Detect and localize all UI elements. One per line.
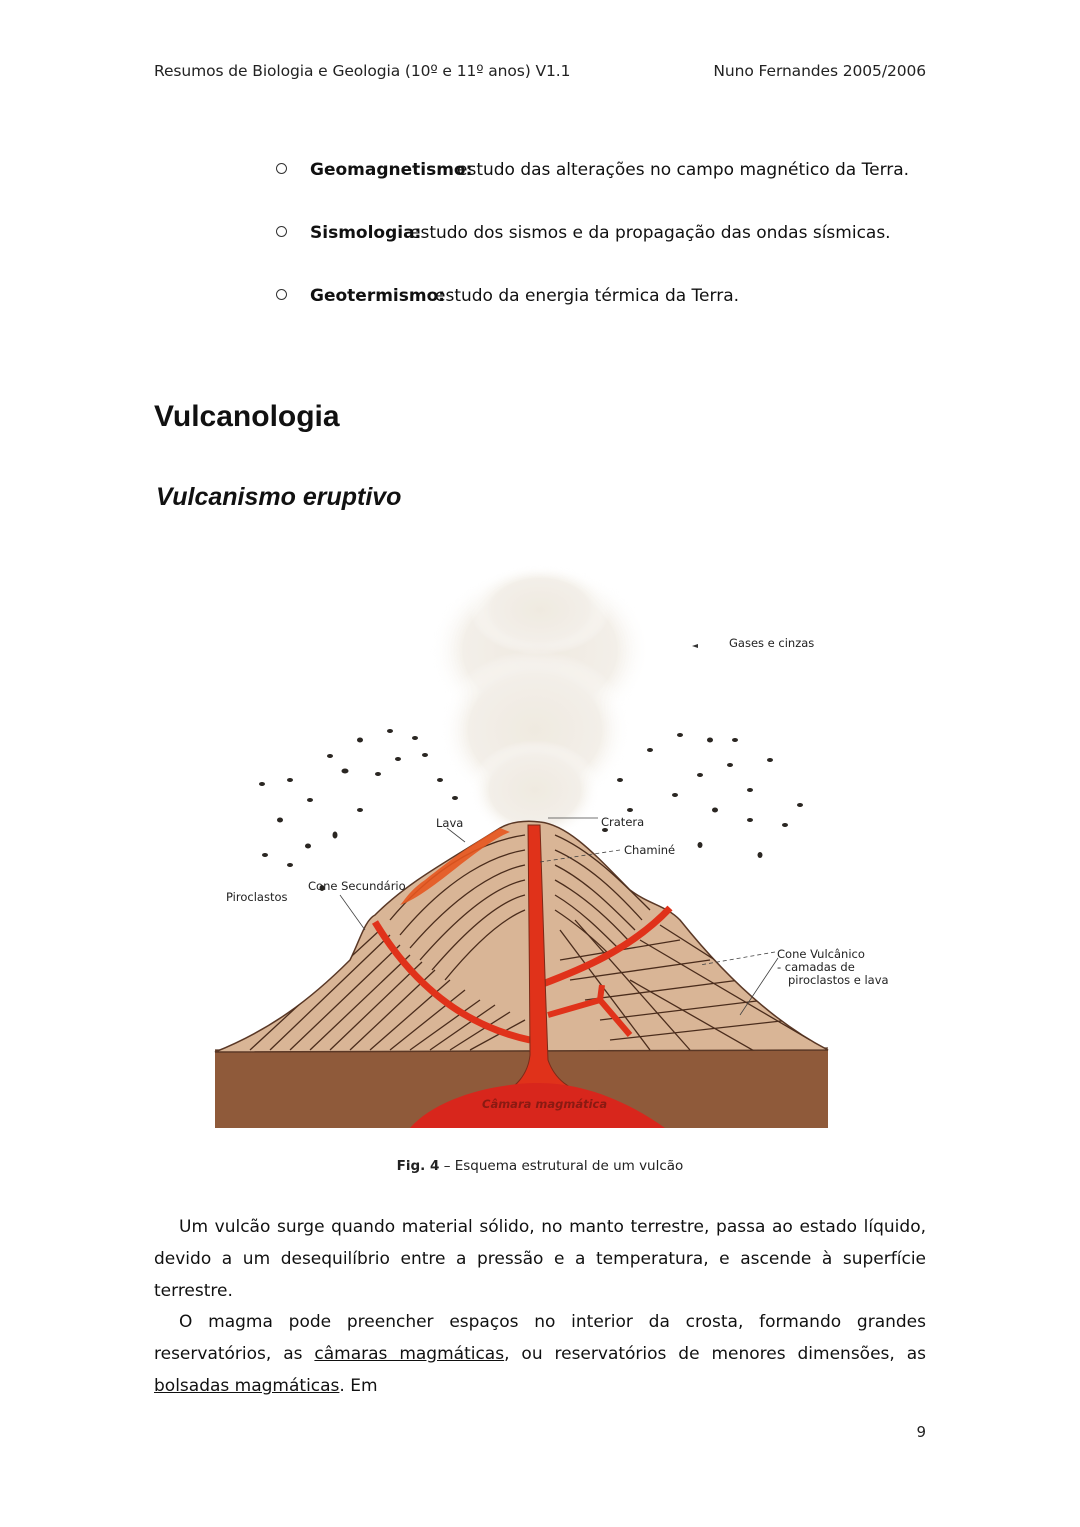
section-title: Vulcanologia [154,400,340,433]
list-description: estudo da energia térmica da Terra. [435,286,740,306]
label-piroclastos: Piroclastos [226,890,288,904]
list-term: Geomagnetismo: [310,160,473,180]
paragraph-1 [154,1211,926,1307]
label-cone-secundario: Cone Secundário [308,879,406,893]
figure-caption [0,1158,1080,1174]
label-chamine: Chaminé [624,843,676,857]
bullet-circle-icon [276,163,287,174]
label-cone-vulcanico: Cone Vulcânico [777,947,865,961]
paragraph-text: Um vulcão surge quando material sólido, no manto terrestre, passa ao estado líquido, devido a um desequilíbrio entre a pressão e a temperatura, e ascende à superfície terrestre. [154,1217,926,1301]
paragraph-text: . Em [339,1376,378,1396]
page-number: 9 [916,1423,926,1441]
running-header-title: Resumos de Biologia e Geologia (10º e 11º anos) V1.1 [154,62,571,80]
bullet-circle-icon [276,226,287,237]
label-cone-vulcanico-line3: piroclastos e lava [788,973,889,987]
list-term: Geotermismo: [310,286,446,306]
volcano-diagram [210,560,910,1140]
subsection-title: Vulcanismo eruptivo [156,483,402,511]
bullet-circle-icon [276,289,287,300]
list-term: Sismologia: [310,223,422,243]
term-bolsadas-magmaticas: bolsadas magmáticas [154,1376,340,1396]
smoke-plume [430,565,650,840]
list-description: estudo dos sismos e da propagação das ondas sísmicas. [410,223,891,243]
label-cone-vulcanico-line2: - camadas de [777,960,855,974]
label-lava: Lava [436,816,464,830]
label-camara-magmatica: Câmara magmática [482,1097,608,1111]
label-gases-cinzas: Gases e cinzas [729,636,815,650]
paragraph-2 [154,1306,926,1402]
term-camaras-magmaticas: câmaras magmáticas [314,1344,505,1364]
caption-text: – Esquema estrutural de um vulcão [439,1158,684,1174]
list-description: estudo das alterações no campo magnético da Terra. [457,160,910,180]
label-cratera: Cratera [601,815,645,829]
paragraph-text: O magma pode preencher espaços no interior da crosta, formando grandes reservatórios, as [154,1312,926,1364]
caption-figure-number: Fig. 4 [396,1158,440,1174]
running-header-author: Nuno Fernandes 2005/2006 [713,62,926,80]
paragraph-text: , ou reservatórios de menores dimensões, as [504,1344,926,1364]
